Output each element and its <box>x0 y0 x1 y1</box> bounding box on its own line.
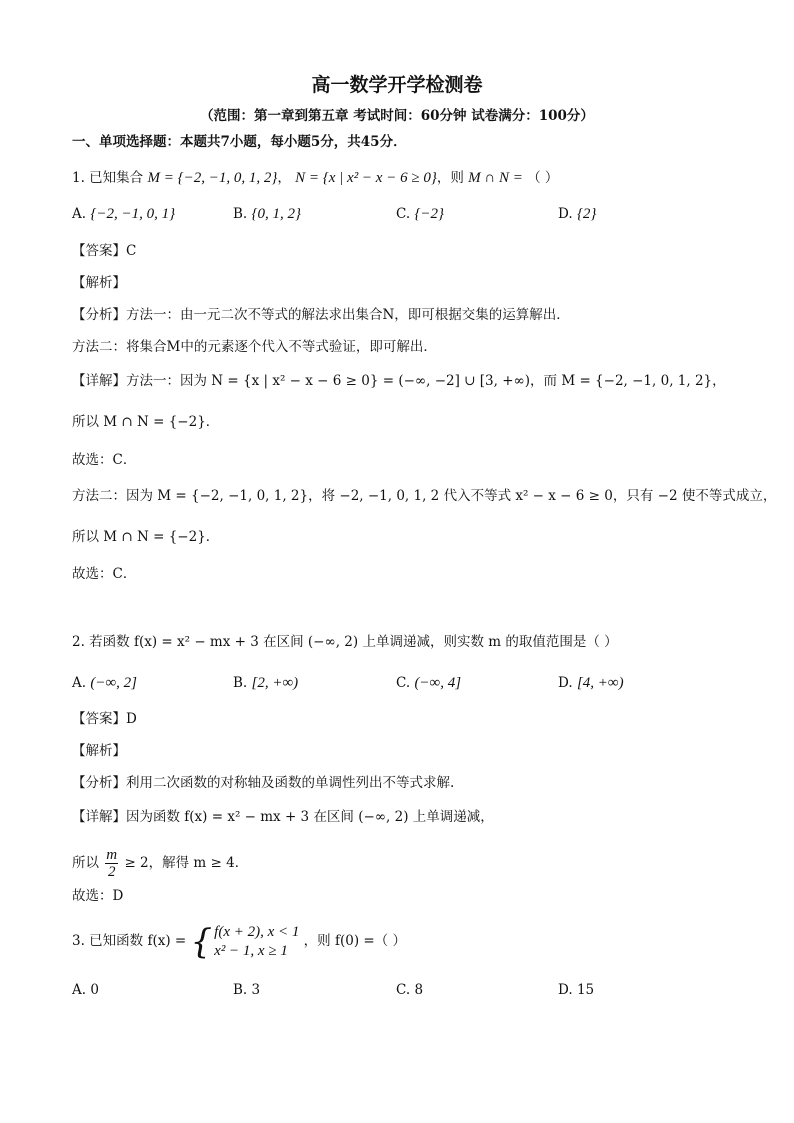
section-heading: 一、单项选择题：本题共7小题，每小题5分，共45分． <box>72 134 407 150</box>
q1-conclusion-1: 所以 M ∩ N = {−2}． <box>72 414 220 430</box>
q2-option-a[interactable] <box>72 673 137 693</box>
q1-conclusion-2: 所以 M ∩ N = {−2}． <box>72 529 220 545</box>
q1-analysis-method2: 方法二：将集合M中的元素逐个代入不等式验证，即可解出． <box>72 339 437 355</box>
option-label: B. <box>233 982 248 998</box>
q2-choice: 故选：D <box>72 888 124 904</box>
q1-option-b[interactable] <box>233 204 301 224</box>
q1-detail-1: 【详解】方法一：因为 N = {x | x² − x − 6 ≥ 0} = (−∞, −2] ∪ [3, +∞)，而 M = {−2, −1, 0, 1, 2}， <box>72 373 726 389</box>
q1-analysis-fenxi: 【分析】方法一：由一元二次不等式的解法求出集合N，即可根据交集的运算解出． <box>72 307 570 323</box>
option-value: {2} <box>576 206 597 222</box>
option-label: C. <box>396 675 411 691</box>
q1-choice-1: 故选：C． <box>72 452 137 468</box>
q2-fraction <box>105 847 118 880</box>
option-value: {−2, −1, 0, 1} <box>90 206 176 222</box>
q2-analysis-heading: 【解析】 <box>72 743 126 759</box>
q2-fraction-denominator: 2 <box>107 864 116 880</box>
q3-cases <box>214 923 299 961</box>
q2-conclusion <box>72 846 248 880</box>
q1-analysis-heading: 【解析】 <box>72 275 126 291</box>
q2-answer: 【答案】D <box>72 711 137 727</box>
question-3-stem <box>72 920 406 963</box>
option-label: D. <box>558 675 573 691</box>
q3-piecewise-function <box>191 921 300 963</box>
option-value: 15 <box>576 982 595 998</box>
question-2-stem: 2. 若函数 f(x) = x² − mx + 3 在区间 (−∞, 2) 上单调递减，则实数 m 的取值范围是（ ） <box>72 634 618 650</box>
q2-option-b[interactable] <box>233 673 298 693</box>
option-value: 8 <box>414 982 424 998</box>
option-label: B. <box>233 675 248 691</box>
option-value: (−∞, 2] <box>90 675 137 691</box>
q2-conclusion-prefix: 所以 <box>72 855 99 871</box>
option-value: 0 <box>90 982 99 998</box>
q1-choice-2: 故选：C． <box>72 566 137 582</box>
q3-stem-suffix: ，则 f(0) =（ ） <box>303 933 406 949</box>
q3-option-c[interactable] <box>396 980 423 1000</box>
page-subtitle: （范围：第一章到第五章 考试时间：60分钟 试卷满分：100分） <box>200 108 594 124</box>
q2-option-c[interactable] <box>396 673 461 693</box>
option-value: 3 <box>251 982 261 998</box>
q1-stem-prefix: 1. 已知集合 <box>72 170 144 186</box>
option-value: [4, +∞) <box>576 675 624 691</box>
q2-fraction-numerator: m <box>106 847 118 863</box>
q2-detail: 【详解】因为函数 f(x) = x² − mx + 3 在区间 (−∞, 2) 上单调递减， <box>72 809 494 825</box>
q1-answer: 【答案】C <box>72 243 137 259</box>
option-label: C. <box>396 982 411 998</box>
option-value: {−2} <box>414 206 445 222</box>
q1-expression: M ∩ N = <box>468 170 523 186</box>
q1-set-m: M = {−2, −1, 0, 1, 2} <box>147 170 278 186</box>
option-label: D. <box>558 982 573 998</box>
q1-option-a[interactable] <box>72 204 175 224</box>
option-label: A. <box>72 206 87 222</box>
page-title: 高一数学开学检测卷 <box>311 74 483 96</box>
option-label: A. <box>72 675 87 691</box>
option-value: {0, 1, 2} <box>251 206 302 222</box>
q3-stem-prefix: 3. 已知函数 f(x) = <box>72 933 187 949</box>
q2-conclusion-suffix: ≥ 2，解得 m ≥ 4． <box>124 855 249 871</box>
option-label: B. <box>233 206 248 222</box>
option-value: (−∞, 4] <box>414 675 462 691</box>
q2-option-d[interactable] <box>558 673 624 693</box>
option-value: [2, +∞) <box>251 675 299 691</box>
q1-detail-2: 方法二：因为 M = {−2, −1, 0, 1, 2}，将 −2, −1, 0, 1, 2 代入不等式 x² − x − 6 ≥ 0，只有 −2 使不等式成立， <box>72 488 777 504</box>
q1-stem-mid: ，则 <box>436 170 464 186</box>
q1-option-d[interactable] <box>558 204 596 224</box>
q3-case-2: x² − 1, x ≥ 1 <box>214 943 288 960</box>
option-label: D. <box>558 206 573 222</box>
option-label: A. <box>72 982 87 998</box>
q1-separator: ， <box>277 170 291 186</box>
q1-answer-paren: （ ） <box>527 170 559 186</box>
q3-option-b[interactable] <box>233 980 260 1000</box>
q1-option-c[interactable] <box>396 204 444 224</box>
q3-option-a[interactable] <box>72 980 99 1000</box>
q3-case-1: f(x + 2), x < 1 <box>214 924 300 941</box>
q3-option-d[interactable] <box>558 980 594 1000</box>
q1-set-n: N = {x | x² − x − 6 ≥ 0} <box>295 170 437 186</box>
option-label: C. <box>396 206 411 222</box>
question-1-stem <box>72 168 558 188</box>
q2-analysis-fenxi: 【分析】利用二次函数的对称轴及函数的单调性列出不等式求解. <box>72 775 455 791</box>
left-brace-icon: { <box>190 922 213 963</box>
